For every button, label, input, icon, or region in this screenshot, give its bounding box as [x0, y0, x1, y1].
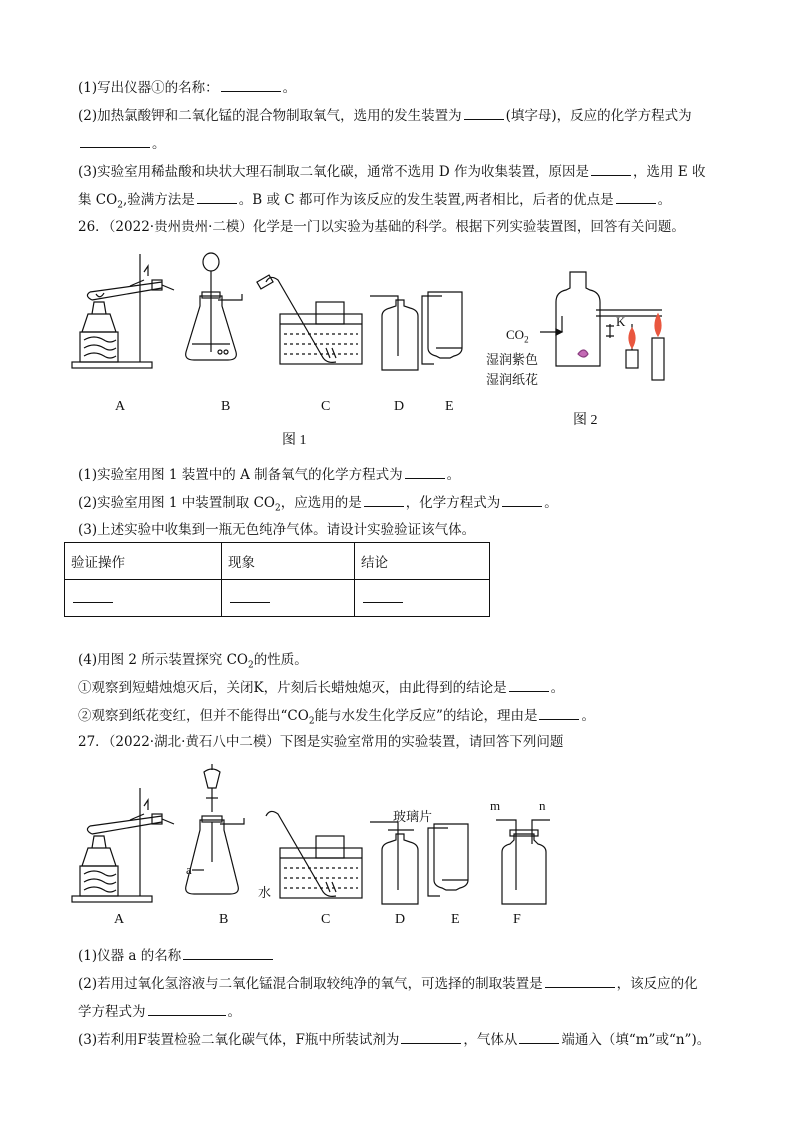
fig1-label-c: C — [321, 399, 331, 414]
apparatus-b-flask — [186, 253, 242, 360]
label-port-n: n — [539, 798, 546, 813]
answer-blank — [230, 590, 270, 603]
table-header-conclusion: 结论 — [355, 543, 490, 580]
table-cell-conclusion — [355, 580, 490, 617]
figure-1-apparatus — [70, 244, 510, 374]
fig2-flower-label-2: 湿润纸花 — [486, 372, 539, 387]
fig2-flower-label-1: 湿润紫色 — [486, 352, 539, 367]
q27-part2: (2)若用过氧化氢溶液与二氧化锰混合制取较纯净的氧气，可选择的制取装置是 ，该反应的化 — [78, 976, 698, 992]
answer-blank — [464, 107, 504, 120]
answer-blank — [545, 975, 615, 988]
long-candle-flame — [655, 314, 661, 336]
verification-table — [64, 542, 490, 617]
fig3-label-c: C — [321, 912, 331, 927]
apparatus-a-heating — [72, 788, 174, 902]
long-candle — [652, 338, 664, 380]
purple-paper-flower — [578, 350, 588, 357]
q26-header: 26．（2022·贵州贵州·二模）化学是一门以实验为基础的科学。根据下列实验装置图，回答有关问题。 — [78, 219, 685, 235]
answer-blank — [197, 191, 237, 204]
q27-part1: (1)仪器 a 的名称 — [78, 944, 275, 964]
apparatus-e-bottle — [422, 292, 462, 364]
answer-blank — [591, 163, 631, 176]
label-instrument-a: a — [186, 862, 192, 877]
fig2-k-label: K — [616, 314, 626, 329]
q27-header: 27．（2022·湖北·黄石八中二模）下图是实验室常用的实验装置，请回答下列问题 — [78, 734, 564, 750]
q26-part3: (3)上述实验中收集到一瓶无色纯净气体。请设计实验验证该气体。 — [78, 522, 476, 538]
apparatus-a-heating — [72, 254, 174, 368]
q25-part2-cont: 。 — [78, 132, 166, 152]
table-cell-phenomenon — [222, 580, 355, 617]
fig3-label-d: D — [395, 912, 406, 927]
table-row — [65, 580, 490, 617]
apparatus-c-trough — [257, 275, 362, 364]
answer-blank — [221, 79, 281, 92]
label-water: 水 — [258, 885, 272, 900]
answer-blank — [364, 494, 404, 507]
short-candle — [626, 350, 638, 368]
apparatus-b-flask — [186, 764, 244, 894]
q26-part1: (1)实验室用图 1 装置中的 A 制备氧气的化学方程式为 。 — [78, 467, 461, 483]
answer-blank — [363, 590, 403, 603]
q26-part2: (2)实验室用图 1 中装置制取 $CO_2$，应选用的是 ，化学方程式为 。 — [78, 495, 558, 514]
answer-blank — [80, 135, 150, 148]
fig2-co2-label: $CO_2$ — [506, 327, 529, 345]
table-header-phenomenon: 现象 — [222, 543, 355, 580]
q25-part3-cont: 集 $CO_2$,验满方法是 。B 或 C 都可作为该反应的发生装置,两者相比，后者的优点是 。 — [78, 192, 672, 211]
q25-part1: (1)写出仪器①的名称： 。 — [78, 80, 297, 96]
apparatus-d-bottle — [370, 296, 418, 370]
fig2-caption: 图 2 — [573, 413, 598, 428]
table-cell-operation — [65, 580, 222, 617]
q26-part4-1: ①观察到短蜡烛熄灭后，关闭K，片刻后长蜡烛熄灭，由此得到的结论是 。 — [78, 680, 565, 696]
apparatus-e-bottle — [428, 824, 468, 896]
answer-blank — [502, 494, 542, 507]
q26-part4-2: ②观察到纸花变红，但并不能得出“$CO_2$能与水发生化学反应”的结论，理由是 。 — [78, 708, 595, 727]
answer-blank — [616, 191, 656, 204]
short-candle-flame — [629, 328, 635, 348]
fig3-label-f: F — [513, 912, 521, 927]
answer-blank — [509, 679, 549, 692]
apparatus-f-bottle — [496, 820, 550, 904]
q25-part2: (2)加热氯酸钾和二氧化锰的混合物制取氧气，选用的发生装置为 (填字母)，反应的化学方程式为 — [78, 108, 692, 124]
apparatus-c-trough — [266, 811, 362, 898]
answer-blank — [401, 1031, 461, 1044]
answer-blank — [73, 590, 113, 603]
q27-part2-cont: 学方程式为 。 — [78, 1004, 241, 1020]
fig3-label-e: E — [451, 912, 460, 927]
answer-blank — [148, 1003, 226, 1016]
fig1-label-b: B — [221, 399, 231, 414]
answer-blank — [539, 707, 579, 720]
fig3-label-a: A — [114, 912, 125, 927]
answer-blank — [405, 466, 445, 479]
figure-3-apparatus — [70, 762, 550, 907]
fig1-label-a: A — [115, 399, 126, 414]
q26-part4: (4)用图 2 所示装置探究 $CO_2$的性质。 — [78, 652, 308, 671]
fig1-caption: 图 1 — [282, 433, 307, 448]
label-glass-plate: 玻璃片 — [393, 809, 433, 824]
fig3-label-b: B — [219, 912, 229, 927]
fig1-label-e: E — [445, 399, 454, 414]
q25-part3: (3)实验室用稀盐酸和块状大理石制取二氧化碳，通常不选用 D 作为收集装置，原因是 ，选用 E 收 — [78, 164, 706, 180]
table-header-row — [65, 543, 490, 580]
answer-blank — [519, 1031, 559, 1044]
fig1-label-d: D — [394, 399, 405, 414]
label-port-m: m — [490, 798, 501, 813]
q27-part3: (3)若利用F装置检验二氧化碳气体，F瓶中所装试剂为 ，气体从 端通入（填“m”或“n”)。 — [78, 1032, 711, 1048]
answer-blank — [183, 947, 273, 960]
apparatus-d-bottle — [370, 822, 418, 904]
table-header-operation: 验证操作 — [65, 543, 222, 580]
